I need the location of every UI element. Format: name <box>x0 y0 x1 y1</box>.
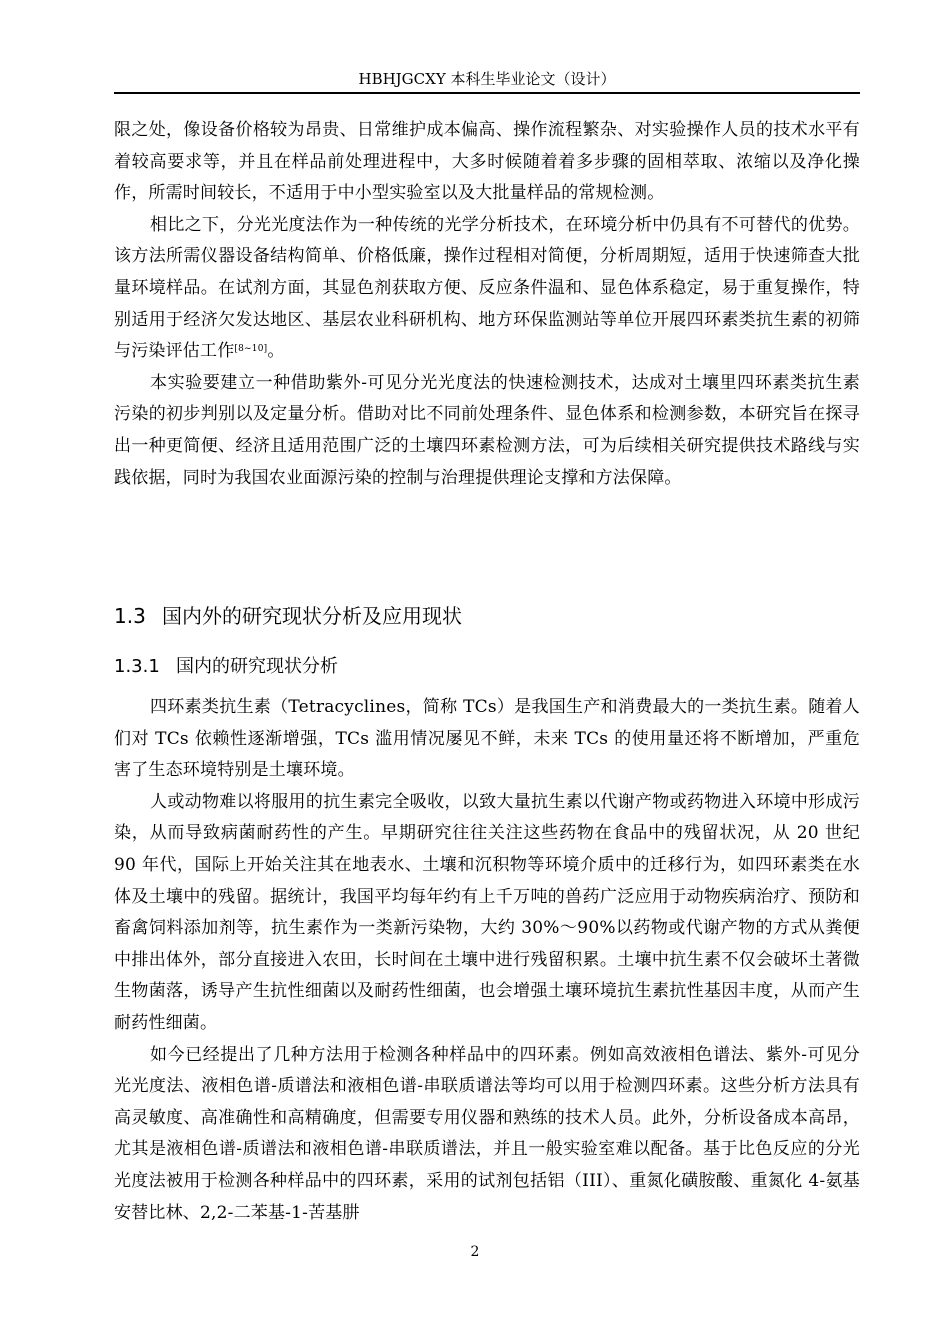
page-header: HBHJGCXY 本科生毕业论文（设计） <box>358 70 616 88</box>
paragraph: 本实验要建立一种借助紫外-可见分光光度法的快速检测技术，达成对土壤里四环素类抗生素污染的初步判别以及定量分析。借助对比不同前处理条件、显色体系和检测参数，本研究旨在探寻出一种更简便、经济且适用范围广泛的土壤四环素检测方法，可为后续相关研究提供技术路线与实践依据，同时为我国农业面源污染的控制与治理提供理论支撑和方法保障。 <box>114 372 860 488</box>
subsection-title: 国内的研究现状分析 <box>176 656 338 677</box>
paragraph: 人或动物难以将服用的抗生素完全吸收，以致大量抗生素以代谢产物或药物进入环境中形成污染，从而导致病菌耐药性的产生。早期研究往往关注这些药物在食品中的残留状况，从 20 世纪 90 年代，国际上开始关注其在地表水、土壤和沉积物等环境介质中的迁移行为，如四环素类在水体及土壤中的残留。据统计，我国平均每年约有上千万吨的兽药广泛应用于动物疾病治疗、预防和畜禽饲料添加剂等，抗生素作为一类新污染物，大约 30%～90%以药物或代谢产物的方式从粪便中排出体外，部分直接进入农田，长时间在土壤中进行残留积累。土壤中抗生素不仅会破坏土著微生物菌落，诱导产生抗性细菌以及耐药性细菌，也会增强土壤环境抗生素抗性基因丰度，从而产生耐药性细菌。 <box>114 791 860 1033</box>
citation-ref: [8~10] <box>234 344 268 355</box>
section-number: 1.3 <box>114 604 146 628</box>
page-number: 2 <box>470 1244 480 1260</box>
text-block-research <box>114 692 860 1229</box>
paragraph <box>114 210 860 368</box>
subsection-number: 1.3.1 <box>114 656 160 677</box>
paragraph-text: 相比之下，分光光度法作为一种传统的光学分析技术，在环境分析中仍具有不可替代的优势。该方法所需仪器设备结构简单、价格低廉，操作过程相对简便，分析周期短，适用于快速筛查大批量环境样品。在试剂方面，其显色剂获取方便、反应条件温和、显色体系稳定，易于重复操作，特别适用于经济欠发达地区、基层农业科研机构、地方环保监测站等单位开展四环素类抗生素的初筛与污染评估工作 <box>114 214 860 362</box>
paragraph: 如今已经提出了几种方法用于检测各种样品中的四环素。例如高效液相色谱法、紫外-可见分光光度法、液相色谱-质谱法和液相色谱-串联质谱法等均可以用于检测四环素。这些分析方法具有高灵敏度、高准确性和高精确度，但需要专用仪器和熟练的技术人员。此外，分析设备成本高昂，尤其是液相色谱-质谱法和液相色谱-串联质谱法，并且一般实验室难以配备。基于比色反应的分光光度法被用于检测各种样品中的四环素，采用的试剂包括铝（III）、重氮化磺胺酸、重氮化 4-氨基安替比林、2,2-二苯基-1-苦基肼 <box>114 1044 860 1223</box>
paragraph: 四环素类抗生素（Tetracyclines，简称 TCs）是我国生产和消费最大的一类抗生素。随着人们对 TCs 依赖性逐渐增强，TCs 滥用情况屡见不鲜，未来 TCs 的使用量还将不断增加，严重危害了生态环境特别是土壤环境。 <box>114 697 860 781</box>
header-rule <box>114 92 860 94</box>
subsection-heading <box>114 652 860 682</box>
paragraph: 限之处，像设备价格较为昂贵、日常维护成本偏高、操作流程繁杂、对实验操作人员的技术水平有着较高要求等，并且在样品前处理进程中，大多时候随着着多步骤的固相萃取、浓缩以及净化操作，所需时间较长，不适用于中小型实验室以及大批量样品的常规检测。 <box>114 120 860 204</box>
paragraph-end: 。 <box>267 341 285 362</box>
section-heading <box>114 600 860 632</box>
section-title: 国内外的研究现状分析及应用现状 <box>162 604 462 628</box>
text-block-intro <box>114 115 860 494</box>
